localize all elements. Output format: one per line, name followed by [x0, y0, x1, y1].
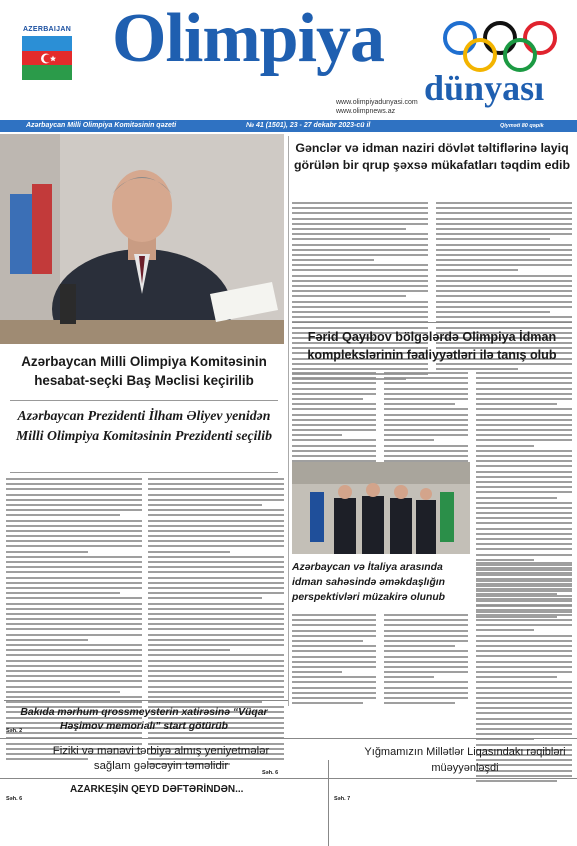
story-2-headline[interactable]: Azərbaycan Milli Olimpiya Komitəsinin hesabat-seçki Baş Məclisi keçirilib	[21, 354, 267, 388]
teaser-4[interactable]: Yığmamızın Millətlər Liqasındakı rəqibləri müəyyənləşdi	[364, 746, 566, 774]
issue-info-bar	[0, 120, 577, 132]
teaser-1-page: Səh. 2	[6, 728, 23, 734]
masthead	[0, 0, 577, 120]
story-2-subhead[interactable]: Azərbaycan Prezidenti İlham Əliyev yenidən Milli Olimpiya Komitəsinin Prezidenti seçilib	[15, 408, 273, 443]
story-4-headline[interactable]: Azərbaycan və İtaliya arasında idman sahəsində əməkdaşlığın perspektivləri müzakirə olunub	[292, 562, 446, 603]
issue-date: № 41 (1501), 23 - 27 dekabr 2023-cü il	[246, 122, 371, 129]
azerbaijan-flag-icon	[22, 36, 72, 80]
newspaper-subtitle: dünyası	[424, 68, 545, 108]
story-4-photo	[292, 462, 470, 554]
teaser-4-page: Səh. 7	[334, 796, 351, 802]
teaser-2-page: Səh. 6	[262, 770, 279, 776]
olympic-rings-icon	[440, 20, 560, 76]
newspaper-title: Olimpiya	[112, 0, 385, 77]
site-links	[336, 98, 418, 116]
site-link-1[interactable]: www.olimpiyadunyasi.com	[336, 99, 418, 106]
story-4-column-2	[384, 614, 468, 704]
teaser-2[interactable]: Fiziki və mənəvi tərbiyə almış yeniyetmələr sağlam gələcəyin təmǝlidir	[52, 745, 270, 772]
teaser-3[interactable]: AZARKEŞİN QEYD DƏFTƏRİNDƏN...	[70, 784, 244, 795]
teaser-3-page: Səh. 6	[6, 796, 23, 802]
main-photo	[0, 134, 284, 344]
publisher-label: Azərbaycan Milli Olimpiya Komitəsinin qəzeti	[26, 122, 177, 129]
story-4-column-1	[292, 614, 376, 704]
teaser-1[interactable]: Bakıda mərhum qrossmeysterin xatirəsinə “Vüqar Həşimov memorialı” start götürüb	[20, 707, 268, 732]
flag-label: AZERBAIJAN	[22, 26, 72, 33]
story-1-headline[interactable]: Gənclər və idman naziri dövlət təltiflərinə layiq görülən bir qrup şəxsə mükafatları təqdim edib	[293, 141, 571, 172]
site-link-2[interactable]: www.olimpnews.az	[336, 108, 396, 115]
price-label: Qiyməti 80 qəpik	[500, 123, 544, 129]
story-3-headline[interactable]: Fərid Qayıbov bölgələrdə Olimpiya İdman komplekslərinin fəaliyyətləri ilə tanış olub	[307, 330, 557, 362]
